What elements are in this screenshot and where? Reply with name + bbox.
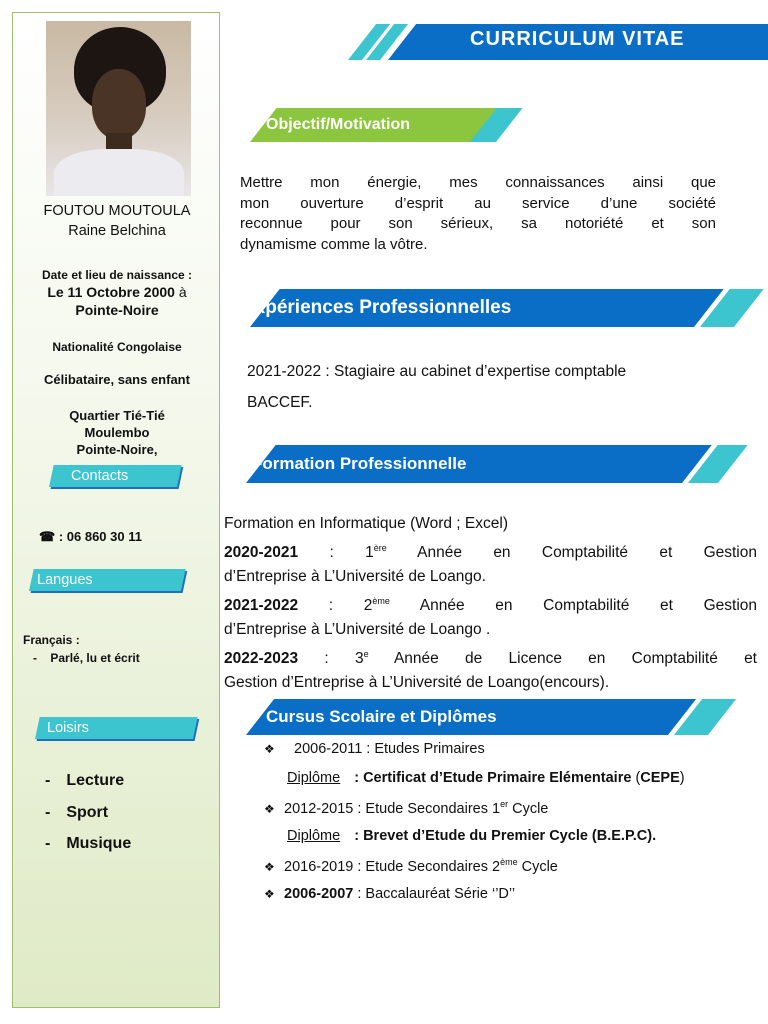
- experience-heading: [222, 289, 742, 327]
- diploma-end: .: [652, 828, 657, 844]
- phone-icon: ☎: [39, 529, 56, 544]
- education-sup: er: [500, 799, 509, 809]
- address: [13, 407, 221, 458]
- birth-date: Le 11 Octobre 2000: [47, 284, 175, 300]
- hobby-label: Sport: [66, 803, 109, 821]
- education-entry: [264, 741, 485, 757]
- diploma-paren: ): [679, 770, 685, 786]
- diploma-label: Diplôme: [287, 828, 341, 844]
- training-sep: :: [298, 650, 329, 668]
- training-heading: [222, 445, 722, 483]
- hobby-label: Lecture: [66, 772, 125, 789]
- name-line2: Raine Belchina: [68, 223, 166, 239]
- languages-tab: [29, 569, 93, 591]
- full-name: [13, 201, 221, 241]
- training-sep: :: [298, 597, 334, 615]
- experience-line2: BACCEF.: [247, 394, 313, 411]
- diploma-name: Certificat d’Etude Primaire Elémentaire: [363, 770, 632, 786]
- education-sup: ème: [500, 857, 518, 867]
- education-entry-end: Cycle: [517, 858, 558, 875]
- marital-status: Célibataire, sans enfant: [44, 372, 190, 387]
- objective-heading: [222, 108, 512, 144]
- training-sup: ère: [373, 543, 387, 553]
- diploma-line: [287, 770, 685, 786]
- training-year: 2022-2023: [224, 650, 299, 668]
- hobbies-tab: [35, 717, 89, 739]
- education-entry-text: 2006-2011 : Etudes Primaires: [294, 741, 485, 757]
- hobbies-label: Loisirs: [47, 720, 89, 736]
- training-entry-line1: [224, 642, 757, 671]
- objective-line: dynamisme comme la vôtre.: [240, 235, 428, 253]
- education-entry-text: 2016-2019 : Etude Secondaires 2: [284, 858, 501, 875]
- education-entry-end: Cycle: [508, 800, 549, 817]
- training-entry-line2: d’Entreprise à L’Université de Loango .: [224, 621, 491, 639]
- training-year: 2020-2021: [224, 544, 299, 562]
- training-ordinal: 3: [354, 650, 364, 668]
- training-entry-line1: [224, 536, 757, 565]
- language-bullet: -: [33, 651, 37, 665]
- diamond-bullet-icon: ❖: [264, 801, 275, 816]
- diploma-sep: :: [350, 770, 360, 786]
- diamond-bullet-icon: ❖: [264, 859, 275, 874]
- hobby-bullet: -: [45, 835, 51, 852]
- birth-label: Date et lieu de naissance :: [41, 268, 193, 282]
- address-line2: Moulembo: [84, 425, 150, 440]
- sidebar: [12, 12, 220, 1008]
- diploma-sep: :: [350, 828, 360, 844]
- language-level: Parlé, lu et écrit: [50, 651, 140, 665]
- experience-line1: 2021-2022 : Stagiaire au cabinet d’expertise comptable: [247, 363, 627, 380]
- diploma-line: [287, 828, 656, 844]
- education-entry-text: 2012-2015 : Etude Secondaires 1: [284, 800, 501, 817]
- diamond-bullet-icon: ❖: [264, 742, 275, 756]
- objective-line: reconnue pour son sérieux, sa notoriété et son: [240, 215, 716, 232]
- language-level-line: [33, 651, 140, 665]
- hobby-label: Musique: [66, 835, 132, 852]
- objective-heading-label: Objectif/Motivation: [266, 116, 410, 133]
- education-heading: [222, 699, 722, 735]
- hobby-item: [45, 828, 131, 860]
- training-entry-line1: [224, 589, 757, 618]
- objective-line: mon ouverture d’esprit au service d’une société: [240, 194, 716, 212]
- experience-heading-label: Expériences Professionnelles: [242, 297, 512, 318]
- hobbies-list: [45, 765, 131, 860]
- diploma-abbr: CEPE: [640, 770, 680, 786]
- birth-place: Pointe-Noire: [75, 302, 159, 318]
- training-rest: Année de Licence en Comptabilité et: [368, 650, 757, 668]
- education-entry: [264, 886, 515, 902]
- education-entry: [264, 799, 548, 817]
- training-entry-line2: d’Entreprise à L’Université de Loango.: [224, 568, 486, 586]
- profile-photo: [46, 21, 191, 196]
- languages-label: Langues: [37, 572, 93, 588]
- training-year: 2021-2022: [224, 597, 299, 615]
- training-rest: Année en Comptabilité et Gestion: [386, 544, 757, 562]
- phone-line: [39, 529, 142, 545]
- training-sup: ème: [372, 596, 390, 607]
- training-intro: Formation en Informatique (Word ; Excel): [224, 515, 508, 532]
- address-line1: Quartier Tié-Tié: [69, 408, 165, 423]
- training-sup: e: [363, 649, 369, 660]
- education-heading-label: Cursus Scolaire et Diplômes: [266, 707, 497, 726]
- cv-title-banner: [340, 24, 768, 60]
- contacts-tab: [49, 465, 128, 487]
- training-heading-label: Formation Professionnelle: [252, 454, 467, 473]
- address-line3: Pointe-Noire,: [76, 442, 158, 457]
- training-entry-line2: Gestion d’Entreprise à L’Université de Loango(encours).: [224, 674, 610, 692]
- training-text: [224, 512, 757, 695]
- education-year: 2006-2007: [284, 886, 354, 902]
- contacts-label: Contacts: [71, 468, 129, 484]
- diploma-paren: (: [631, 770, 641, 786]
- education-entry: [264, 857, 558, 875]
- language-name: Français :: [23, 633, 80, 647]
- diploma-name: Brevet d’Etude du Premier Cycle (B.E.P.C): [363, 828, 653, 844]
- objective-text: [240, 173, 716, 255]
- name-line1: FOUTOU MOUTOULA: [43, 203, 191, 219]
- hobby-item: [45, 797, 131, 829]
- experience-text: [247, 356, 626, 418]
- hobby-bullet: -: [45, 772, 51, 789]
- diploma-label: Diplôme: [287, 770, 341, 786]
- hobby-item: [45, 765, 131, 797]
- cv-title: CURRICULUM VITAE: [470, 28, 685, 50]
- education-entry-text: : Baccalauréat Série ‘’D’’: [353, 886, 516, 902]
- birth-info: [13, 267, 221, 319]
- objective-line: Mettre mon énergie, mes connaissances ainsi que: [240, 174, 716, 191]
- training-rest: Année en Comptabilité et Gestion: [389, 597, 758, 615]
- phone-number: : 06 860 30 11: [58, 529, 142, 544]
- training-sep: :: [298, 544, 334, 562]
- training-ordinal: 1: [365, 544, 374, 562]
- training-ordinal: 2: [363, 597, 373, 615]
- diamond-bullet-icon: ❖: [264, 887, 275, 901]
- nationality: Nationalité Congolaise: [52, 340, 182, 354]
- birth-place-prefix: à: [178, 284, 187, 300]
- hobby-bullet: -: [45, 803, 51, 821]
